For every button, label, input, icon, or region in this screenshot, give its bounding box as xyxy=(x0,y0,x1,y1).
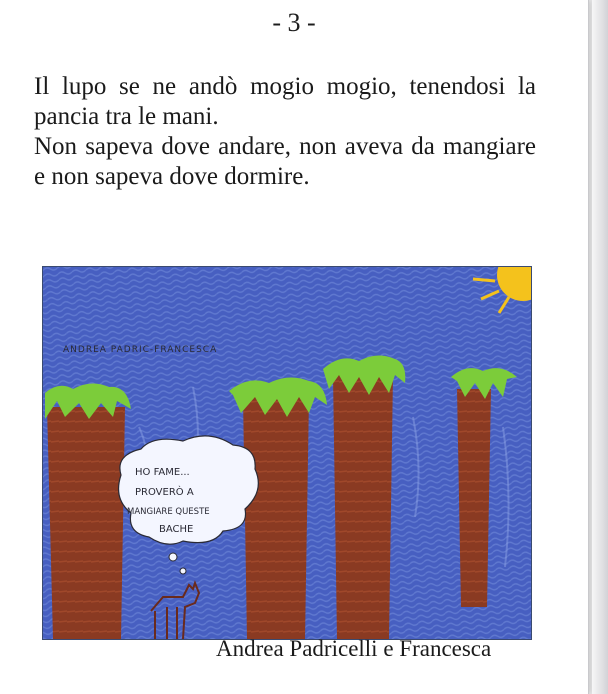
bubble-line: PROVERÒ A xyxy=(135,487,194,498)
drawing-canvas xyxy=(43,267,531,639)
drawing-caption: Andrea Padricelli e Francesca xyxy=(216,636,492,661)
next-page-edge xyxy=(592,0,608,694)
story-paragraph: Il lupo se ne andò mogio mogio, tenendosi la pancia tra le mani. xyxy=(34,73,536,130)
story-text xyxy=(34,72,536,192)
bubble-line: HO FAME... xyxy=(135,467,190,478)
bubble-line: MANGIARE QUESTE xyxy=(127,507,210,517)
page-number: - 3 - xyxy=(272,8,316,37)
bubble-line: BACHE xyxy=(159,524,194,535)
tree-1 xyxy=(45,383,131,639)
drawing-signature: ANDREA PADRIC-FRANCESCA xyxy=(63,345,218,355)
child-drawing xyxy=(42,266,532,640)
story-paragraph: Non sapeva dove andare, non aveva da mangiare e non sapeva dove dormire. xyxy=(34,133,536,190)
